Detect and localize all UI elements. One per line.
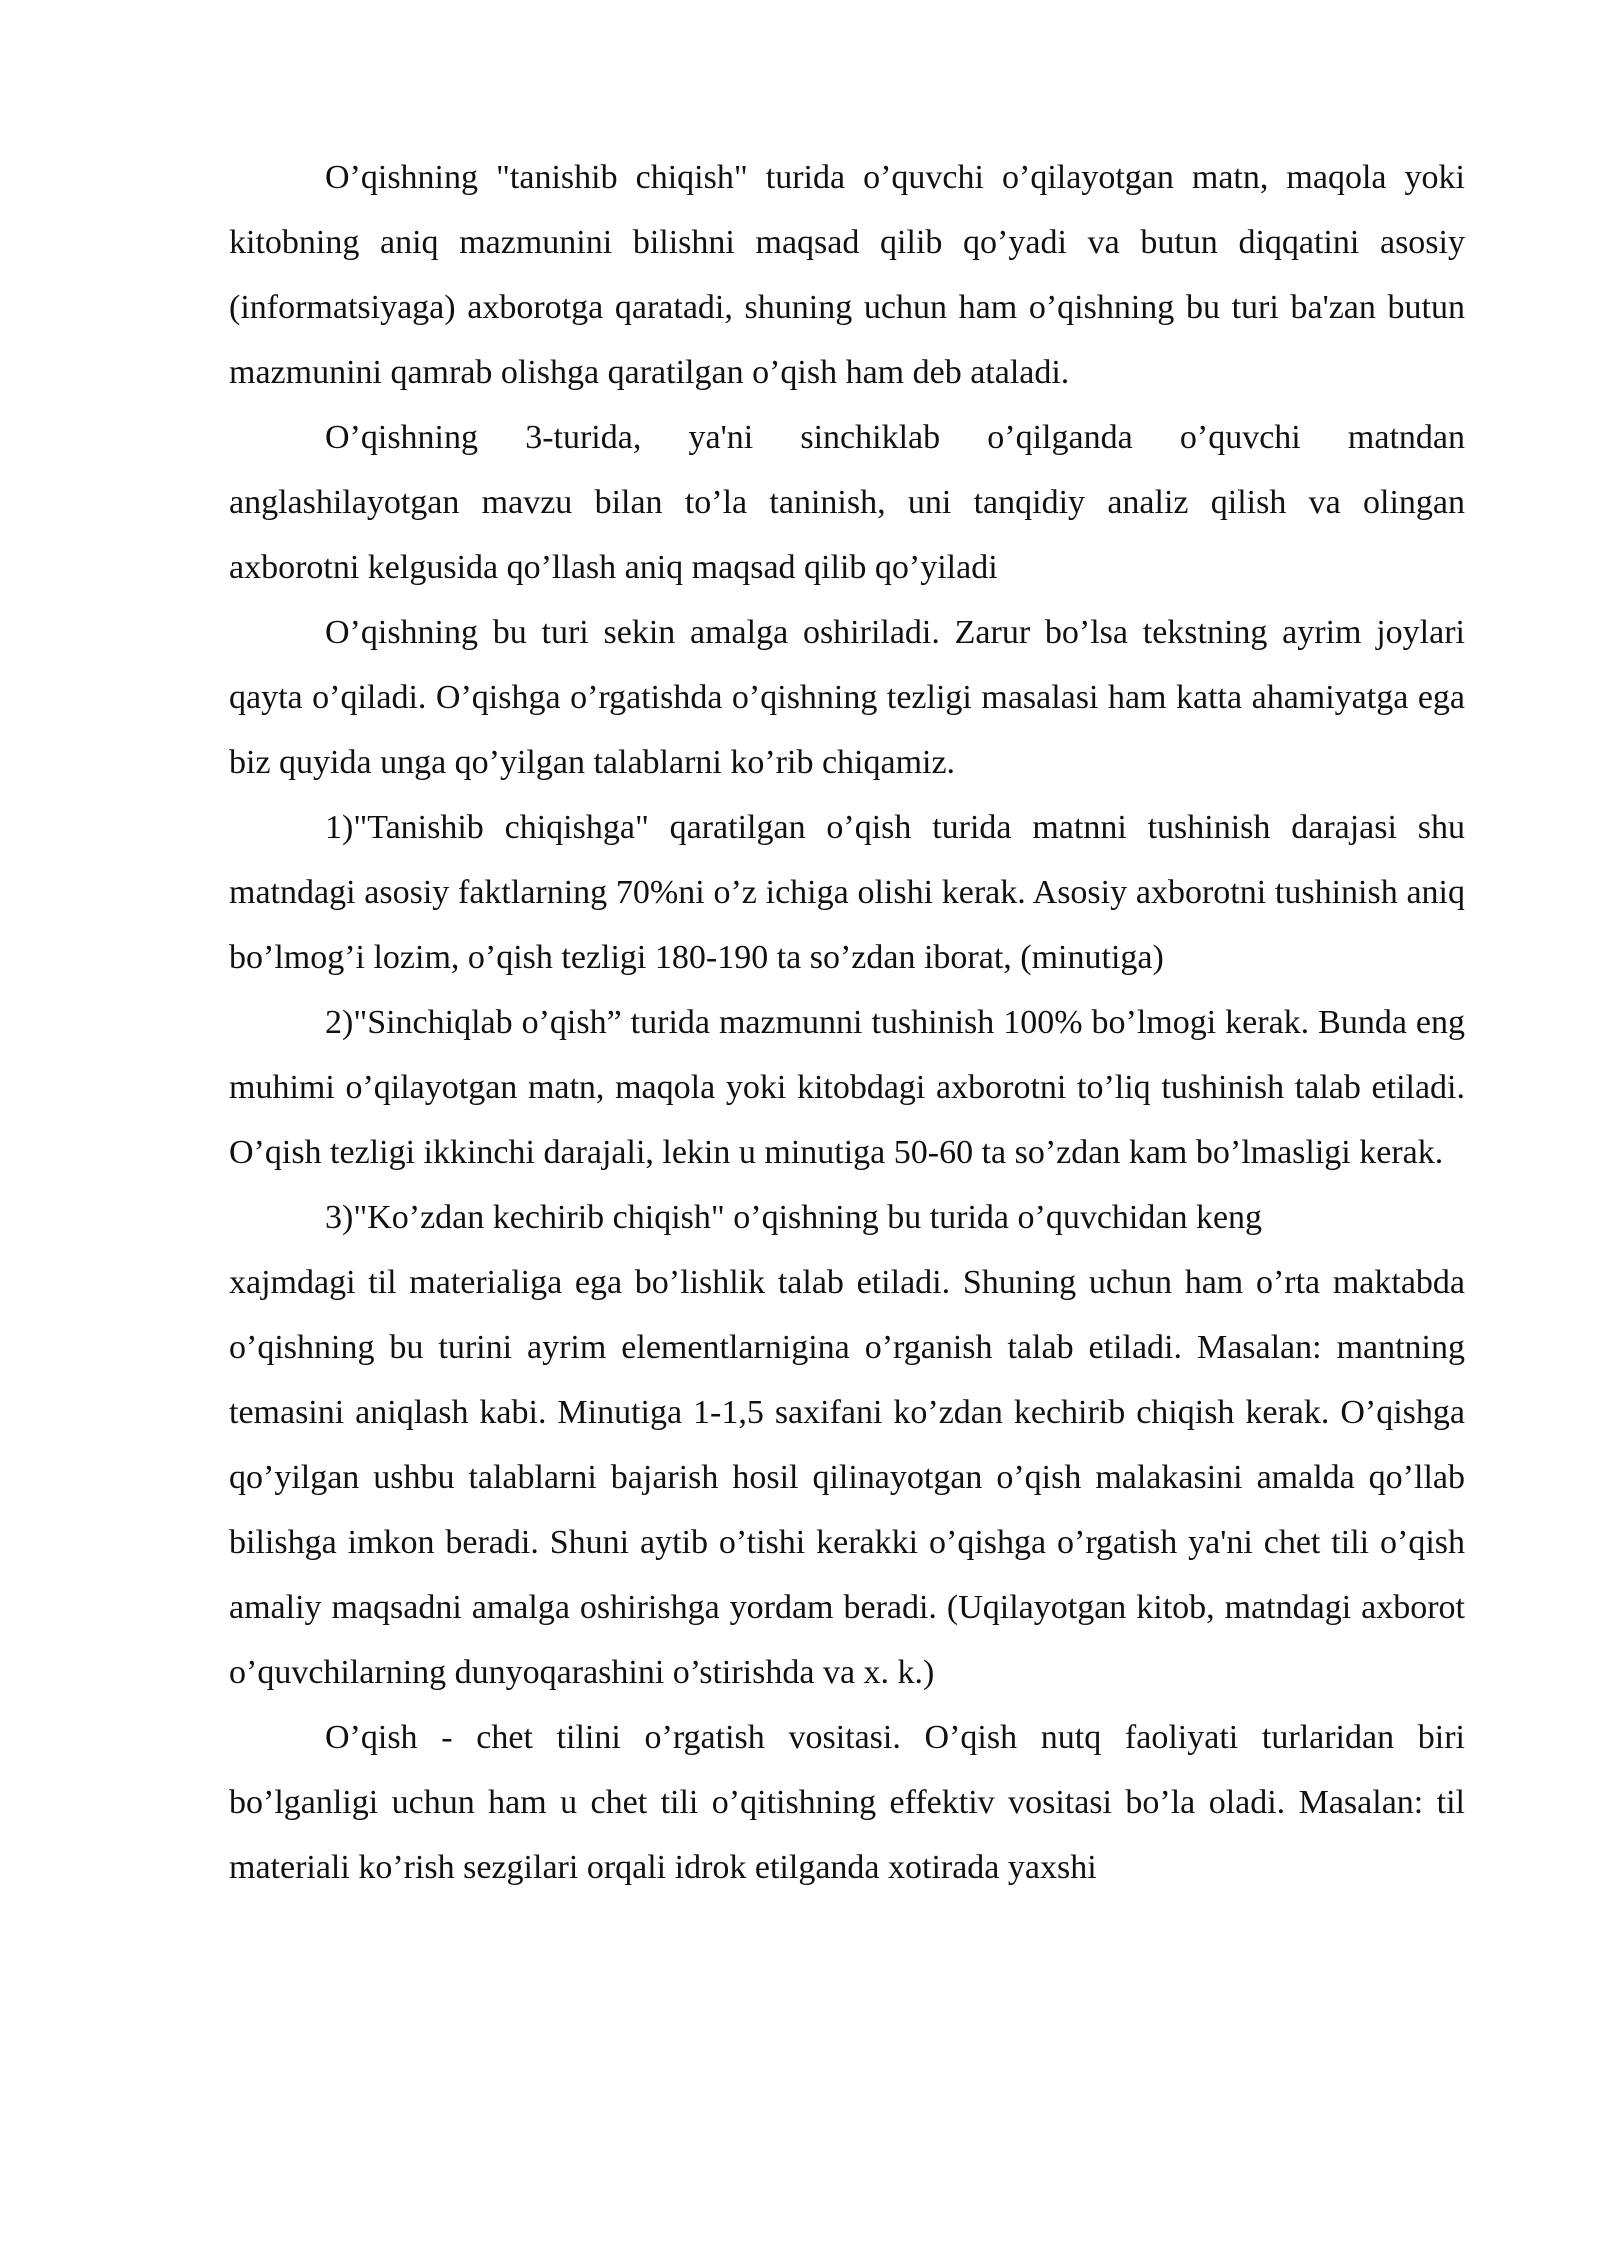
paragraph-requirement-2: 2)"Sinchiqlab o’qish” turida mazmunni tushinish 100% bo’lmogi kerak. Bunda eng muhimi o’qilayotgan matn, maqola yoki kitobdagi axborotni to’liq tushinish talab etiladi. O’qish tezligi ikkinchi darajali, lekin u minutiga 50-60 ta so’zdan kam bo’lmasligi kerak. — [229, 1004, 1465, 1171]
paragraph-requirement-1: 1)"Tanishib chiqishga" qaratilgan o’qish turida matnni tushinish darajasi shu matndagi asosiy faktlarning 70%ni o’z ichiga olishi kerak. Asosiy axborotni tushinish aniq bo’lmog’i lozim, o’qish tezligi 180-190 ta so’zdan iborat, (minutiga) — [229, 809, 1465, 976]
paragraph-oqish-vositasi: O’qish - chet tilini o’rgatish vositasi. O’qish nutq faoliyati turlaridan biri bo’lganligi uchun ham u chet tili o’qitishning effektiv vositasi bo’la oladi. Masalan: til materiali ko’rish sezgilari orqali idrok etilganda xotirada yaxshi — [229, 1719, 1465, 1886]
paragraph-tanishib-chiqish: O’qishning "tanishib chiqish" turida o’quvchi o’qilayotgan matn, maqola yoki kitobning aniq mazmunini bilishni maqsad qilib qo’yadi va butun diqqatini asosiy (informatsiyaga) axborotga qaratadi, shuning uchun ham o’qishning bu turi ba'zan butun mazmunini qamrab olishga qaratilgan o’qish ham deb ataladi. — [229, 159, 1465, 391]
document-body — [229, 145, 1465, 1900]
paragraph-3-turi: O’qishning 3-turida, ya'ni sinchiklab o’qilganda o’quvchi matndan anglashilayotgan mavzu bilan to’la taninish, uni tanqidiy analiz qilish va olingan axborotni kelgusida qo’llash aniq maqsad qilib qo’yiladi — [229, 419, 1465, 586]
paragraph-requirement-3-continued: xajmdagi til materialiga ega bo’lishlik talab etiladi. Shuning uchun ham o’rta maktabda o’qishning bu turini ayrim elementlarnigina o’rganish talab etiladi. Masalan: mantning temasini aniqlash kabi. Minutiga 1-1,5 saxifani ko’zdan kechirib chiqish kerak. O’qishga qo’yilgan ushbu talablarni bajarish hosil qilinayotgan o’qish malakasini amalda qo’llab bilishga imkon beradi. Shuni aytib o’tishi kerakki o’qishga o’rgatish ya'ni chet tili o’qish amaliy maqsadni amalga oshirishga yordam beradi. (Uqilayotgan kitob, matndagi axborot o’quvchilarning dunyoqarashini o’stirishda va x. k.) — [229, 1264, 1465, 1691]
paragraph-requirement-3: 3)"Ko’zdan kechirib chiqish" o’qishning bu turida o’quvchidan keng — [325, 1199, 1263, 1236]
paragraph-sekin-oqish: O’qishning bu turi sekin amalga oshiriladi. Zarur bo’lsa tekstning ayrim joylari qayta o’qiladi. O’qishga o’rgatishda o’qishning tezligi masalasi ham katta ahamiyatga ega biz quyida unga qo’yilgan talablarni ko’rib chiqamiz. — [229, 614, 1465, 781]
